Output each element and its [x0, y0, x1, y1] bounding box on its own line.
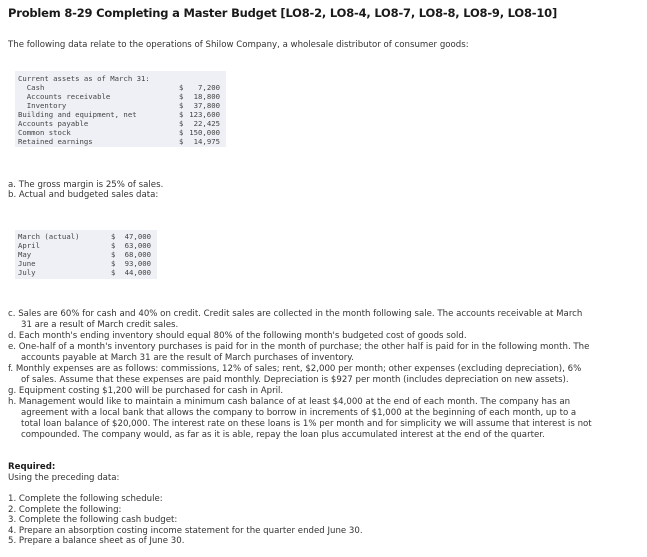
- required-heading: Required:: [8, 462, 56, 472]
- balance-dollar: $: [179, 92, 184, 101]
- item-c-line-2: 31 are a result of March credit sales.: [21, 320, 179, 330]
- required-list: [8, 494, 363, 547]
- item-h-line-1: h. Management would like to maintain a minimum cash balance of at least $4,000 at the end of each month. The company has an: [8, 397, 571, 407]
- item-f-line-1: f. Monthly expenses are as follows: commissions, 12% of sales; rent, $2,000 per month; other expenses (excluding depreciation), 6%: [8, 364, 582, 374]
- balance-label: Accounts payable: [18, 119, 89, 128]
- sales-amount: 47,000: [124, 232, 151, 241]
- balance-amount: 22,425: [193, 119, 220, 128]
- balance-dollar: $: [179, 128, 184, 137]
- item-g-line-1: g. Equipment costing $1,200 will be purchased for cash in April.: [8, 386, 284, 396]
- item-h-line-3: total loan balance of $20,000. The interest rate on these loans is 1% per month and for simplicity we will assume that interest is not: [21, 419, 592, 429]
- required-item: 1. Complete the following schedule:: [8, 494, 163, 504]
- sales-dollar: $: [111, 241, 116, 250]
- sales-dollar: $: [111, 259, 116, 268]
- intro-text: The following data relate to the operations of Shilow Company, a wholesale distributor of consumer goods:: [8, 40, 469, 50]
- sales-amount: 44,000: [124, 268, 151, 277]
- item-a: a. The gross margin is 25% of sales.: [8, 180, 164, 190]
- balance-amount: 7,200: [198, 83, 220, 92]
- balance-dollar: $: [179, 83, 184, 92]
- balance-table: [15, 71, 226, 147]
- sales-month: May: [18, 250, 32, 259]
- required-item: 2. Complete the following:: [8, 504, 122, 515]
- sales-month: March (actual): [18, 232, 80, 241]
- balance-amount: 123,600: [189, 110, 220, 119]
- sales-amount: 93,000: [124, 259, 151, 268]
- sales-table: [15, 230, 157, 279]
- balance-table-header: Current assets as of March 31:: [18, 74, 150, 83]
- balance-amount: 37,800: [193, 101, 220, 110]
- item-b: b. Actual and budgeted sales data:: [8, 190, 159, 200]
- balance-label: Accounts receivable: [18, 92, 111, 101]
- balance-label: Cash: [18, 83, 45, 92]
- balance-label: Building and equipment, net: [18, 110, 137, 119]
- sales-month: June: [18, 259, 36, 268]
- sales-amount: 63,000: [124, 241, 151, 250]
- sales-dollar: $: [111, 250, 116, 259]
- required-subtitle: Using the preceding data:: [8, 473, 120, 483]
- balance-label: Inventory: [18, 101, 67, 110]
- problem-title: Problem 8-29 Completing a Master Budget [LO8-2, LO8-4, LO8-7, LO8-8, LO8-9, LO8-10]: [8, 6, 558, 20]
- balance-amount: 18,800: [193, 92, 220, 101]
- balance-amount: 150,000: [189, 128, 220, 137]
- sales-dollar: $: [111, 232, 116, 241]
- item-h-line-4: compounded. The company would, as far as it is able, repay the loan plus accumulated interest at the end of the quarter.: [21, 430, 545, 440]
- item-e-line-1: e. One-half of a month's inventory purchases is paid for in the month of purchase; the other half is paid for in the following month. The: [8, 342, 590, 352]
- balance-label: Common stock: [18, 128, 71, 137]
- item-f-line-2: of sales. Assume that these expenses are paid monthly. Depreciation is $927 per month (includes depreciation on new assets).: [21, 375, 569, 385]
- required-item: 5. Prepare a balance sheet as of June 30.: [8, 536, 185, 546]
- balance-dollar: $: [179, 110, 184, 119]
- balance-amount: 14,975: [193, 137, 220, 146]
- item-d-line-1: d. Each month's ending inventory should equal 80% of the following month's budgeted cost of goods sold.: [8, 331, 467, 341]
- sales-amount: 68,000: [124, 250, 151, 259]
- item-h-line-2: agreement with a local bank that allows the company to borrow in increments of $1,000 at the beginning of each month, up to a: [21, 408, 577, 418]
- item-c-line-1: c. Sales are 60% for cash and 40% on credit. Credit sales are collected in the month following sale. The accounts receivable at March: [8, 309, 583, 319]
- required-item: 4. Prepare an absorption costing income statement for the quarter ended June 30.: [8, 525, 363, 536]
- sales-dollar: $: [111, 268, 116, 277]
- sales-month: April: [18, 241, 40, 250]
- balance-dollar: $: [179, 101, 184, 110]
- balance-label: Retained earnings: [18, 137, 93, 146]
- balance-dollar: $: [179, 119, 184, 128]
- required-item: 3. Complete the following cash budget:: [8, 515, 178, 525]
- balance-dollar: $: [179, 137, 184, 146]
- sales-month: July: [18, 268, 36, 277]
- item-e-line-2: accounts payable at March 31 are the result of March purchases of inventory.: [21, 353, 354, 363]
